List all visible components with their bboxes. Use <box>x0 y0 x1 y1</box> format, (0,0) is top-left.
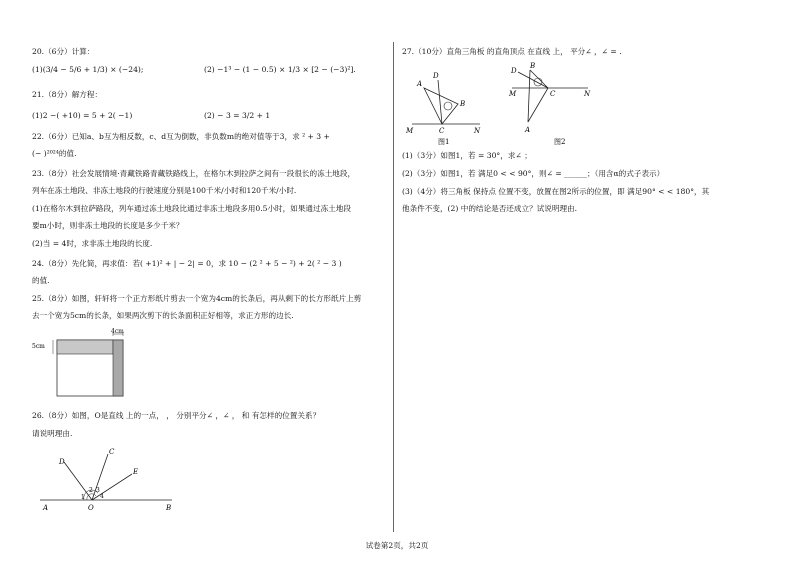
q26-label-E: E <box>133 468 139 476</box>
fig1-label-N: N <box>474 127 481 135</box>
q25-label-4cm: 4cm <box>111 328 124 335</box>
fig2-label-N: N <box>584 90 591 98</box>
q24-line1: 24.（8分）先化简，再求值：若( +1)² + | − 2| = 0，求 10 − (2 ² + 5 − ²) + 2( ² − 3 ) <box>32 259 342 268</box>
q23-line2: 列车在冻土地段、非冻土地段的行驶速度分别是100千米/小时和120千米/小时. <box>32 186 297 195</box>
q25-strip-horizontal <box>57 340 113 354</box>
q26-label-D: D <box>59 458 65 466</box>
fig2-label-A: A <box>525 126 531 134</box>
q27-figure-2 <box>508 60 598 150</box>
fig2-label-D: D <box>511 67 517 75</box>
q25-figure <box>32 326 132 402</box>
q22-line2: (− )²⁰²⁴的值. <box>32 149 77 158</box>
q23-line4: 要m小时，则非冻土地段的长度是多少千米？ <box>32 221 184 230</box>
fig1-label-D: D <box>433 72 439 80</box>
fig1-caption: 图1 <box>438 138 450 146</box>
q21-title: 21.（8分）解方程： <box>32 90 103 99</box>
fig2-caption: 图2 <box>554 138 566 146</box>
q24-line2: 的值. <box>32 276 50 285</box>
q23-line5: (2)当 = 4时，求非冻土地段的长度. <box>32 239 153 248</box>
q26-label-C: C <box>109 448 115 456</box>
q23-line1: 23.（8分）社会发展情境·青藏铁路青藏铁路线上，在格尔木到拉萨之间有一段很长的冻土地段， <box>32 169 356 178</box>
q26-label-A: A <box>43 504 49 512</box>
q20-part1: (1)(3/4 − 5/6 + 1/3) × (−24); <box>32 65 144 74</box>
q27-line2: (1)（3分）如图1，若 = 30°，求∠ ； <box>402 151 532 160</box>
q21-part2: (2) − 3 = 3/2 + 1 <box>204 111 271 120</box>
q26-figure <box>34 442 174 518</box>
q27-line3: (2)（3分）如图1，若 满足0 < < 90°，则∠ = ______；（用含α的式子表示） <box>402 169 665 178</box>
fig1-label-M: M <box>406 127 414 135</box>
q26-label-O: O <box>88 504 94 512</box>
q25-line2: 去一个宽为5cm的长条，如果两次剪下的长条面积正好相等，求正方形的边长. <box>32 311 294 320</box>
fig1-label-B: B <box>460 100 466 108</box>
fig2-label-C: C <box>550 90 556 98</box>
fig2-label-M: M <box>509 90 517 98</box>
fig1-label-C: C <box>439 127 445 135</box>
fig1-label-A: A <box>417 80 423 88</box>
q27-figure-1 <box>402 60 492 150</box>
q26-label-B: B <box>166 504 172 512</box>
q22-line1: 22.（6分）已知a、b互为相反数，c、d互为倒数，非负数m的绝对值等于3，求 ² + 3 + <box>32 132 330 141</box>
page-footer: 试卷第2页，共2页 <box>365 541 429 550</box>
q27-line1: 27.（10分）直角三角板 的直角顶点 在直线 上， 平分∠ ，∠ = . <box>402 47 622 56</box>
q20-title: 20.（6分）计算： <box>32 47 95 56</box>
column-divider <box>393 42 394 532</box>
q26-line2: 请说明理由. <box>32 429 73 438</box>
q26-line1: 26.（8分）如图，O是直线 上的一点， ， 分别平分∠ ，∠ ， 和 有怎样的位置关系？ <box>32 411 321 420</box>
q23-line3: (1)在格尔木到拉萨路段，列车通过冻土地段比通过非冻土地段多用0.5小时，如果通过冻土地段 <box>32 204 351 213</box>
q26-angle-1: 1 <box>81 494 85 501</box>
q25-label-5cm: 5cm <box>32 343 45 350</box>
q20-part2: (2) −1³ − (1 − 0.5) × 1/3 × [2 − (−3)²]. <box>204 65 356 74</box>
q21-part1: (1)2 −( +10) = 5 + 2( −1) <box>32 111 133 120</box>
q26-angle-4: 4 <box>100 493 104 500</box>
q27-line5: 他条件不变，(2) 中的结论是否还成立？试说明理由. <box>402 204 578 213</box>
q25-line1: 25.（8分）如图，轩轩将一个正方形纸片剪去一个宽为4cm的长条后，再从剩下的长方形纸片上剪 <box>32 294 362 303</box>
q26-angle-2: 2 <box>89 487 93 494</box>
q25-strip-vertical <box>113 340 123 396</box>
fig2-label-B: B <box>530 62 536 70</box>
q26-angle-3: 3 <box>96 487 100 494</box>
q27-line4: (3)（4分）将三角板 保持点 位置不变，放置在图2所示的位置，即 满足90° < < 180°，其 <box>402 187 710 196</box>
